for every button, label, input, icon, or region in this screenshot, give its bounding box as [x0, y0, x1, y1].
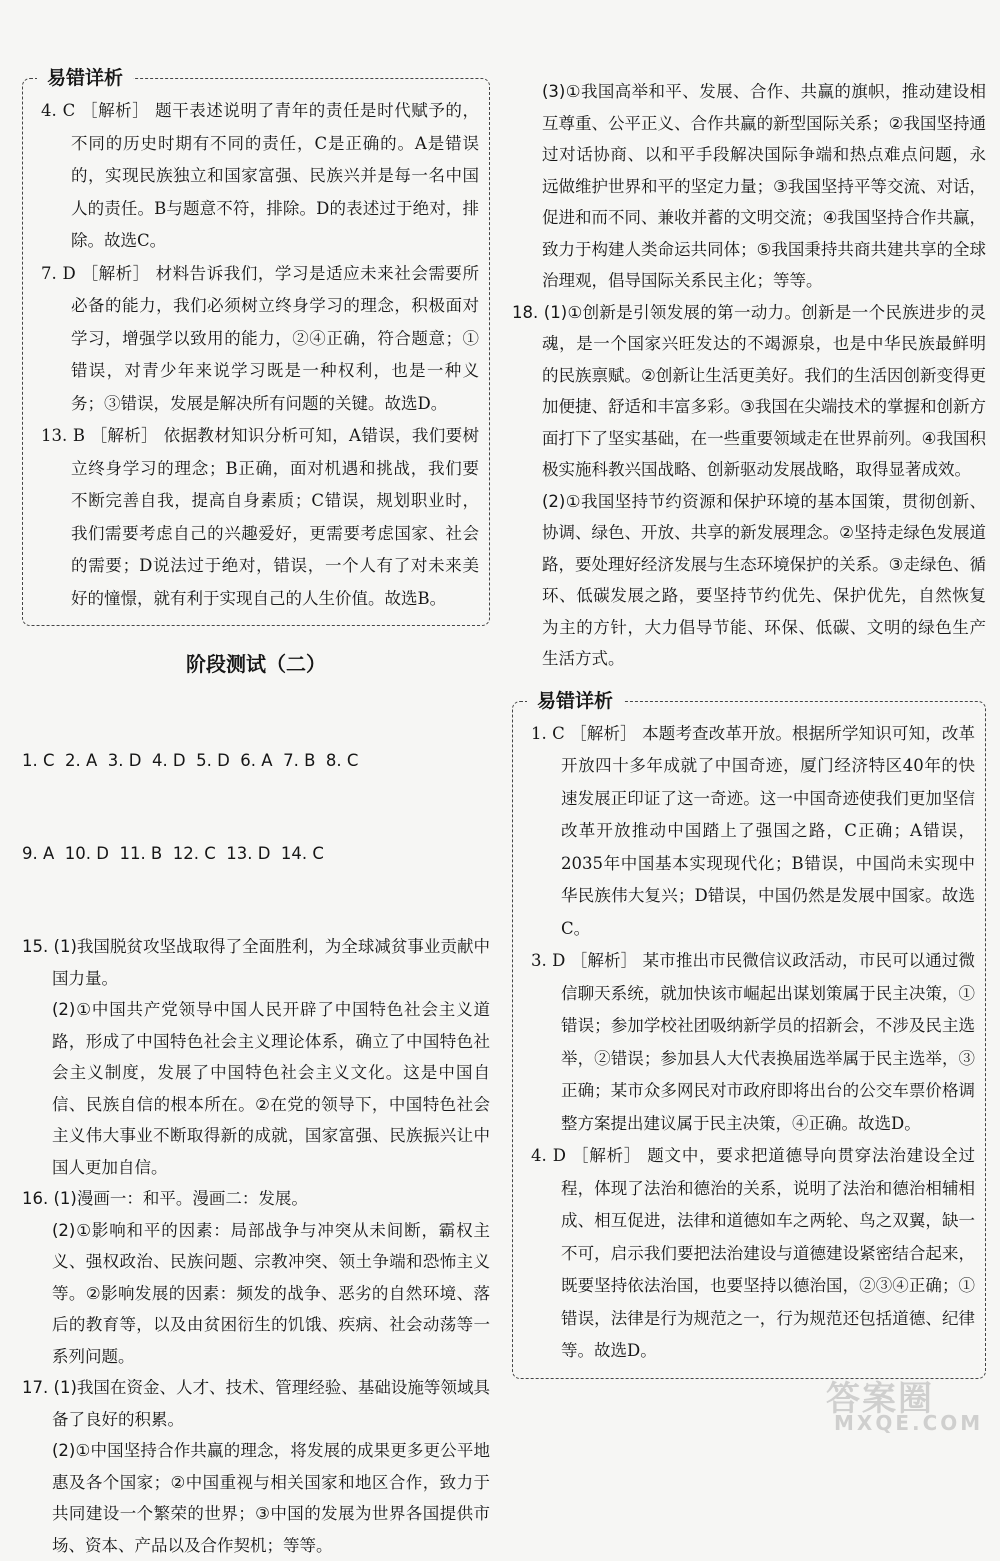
analysis-item-4b: 4. D ［解析］ 题文中，要求把道德导向贯穿法治建设全过程，体现了法治和德治的关系，说明了法治和德治相辅相成、相互促进，法律和道德如车之两轮、鸟之双翼，缺一不可，启示我们要把法治建设与道德建设紧密结合起来，既要坚持依法治国，也要坚持以德治国，②③④正确；①错误，法律是行为规范之一，行为规范还包括道德、纪律等。故选D。: [531, 1146, 975, 1360]
q15-part1: 15. (1)我国脱贫攻坚战取得了全面胜利，为全球减贫事业贡献中国力量。: [22, 937, 490, 988]
analysis-item-1: 1. C ［解析］ 本题考查改革开放。根据所学知识可知，改革开放四十多年成就了中国奇迹，厦门经济特区40年的快速发展正印证了这一奇迹。这一中国奇迹使我们更加坚信改革开放推动中国踏上了强国之路，C正确；A错误，2035年中国基本实现现代化；B错误，中国尚未实现中华民族伟大复兴；D错误，中国仍然是发展中国家。故选C。: [531, 723, 975, 938]
analysis-item-13: 13. B ［解析］ 依据教材知识分析可知，A错误，我们要树立终身学习的理念；B正确，面对机遇和挑战，我们要不断完善自我，提高自身素质；C错误，规划职业时，我们需要考虑自己的兴趣爱好，更需要考虑国家、社会的需要；D说法过于绝对，错误，一个人有了对未来美好的憧憬，就有利于实现自己的人生价值。故选B。: [41, 426, 479, 608]
section-title: 阶段测试（二）: [186, 652, 326, 676]
analysis-item-3: 3. D ［解析］ 某市推出市民微信议政活动，市民可以通过微信聊天系统，就加快该市崛起出谋划策属于民主决策，①错误；参加学校社团吸纳新学员的招新会，不涉及民主选举，②错误；参加县人大代表换届选举属于民主选举，③正确；某市众多网民对市政府即将出台的公交车票价格调整方案提出建议属于民主决策，④正确。故选D。: [531, 951, 975, 1133]
analysis-item-7: 7. D ［解析］ 材料告诉我们，学习是适应未来社会需要所必备的能力，我们必须树立终身学习的理念，积极面对学习，增强学以致用的能力，②④正确，符合题意；①错误，对青少年来说学习既是一种权利，也是一种义务；③错误，发展是解决所有问题的关键。故选D。: [41, 263, 479, 413]
q17-part2: (2)①中国坚持合作共赢的理念，将发展的成果更多更公平地惠及各个国家；②中国重视与相关国家和地区合作，致力于共同建设一个繁荣的世界；③中国的发展为世界各国提供市场、资本、产品以及合作契机；等等。: [52, 1441, 490, 1555]
box-content-left: [41, 95, 479, 615]
watermark-logo: [826, 1371, 986, 1441]
open-answers-left: [22, 931, 490, 1561]
watermark-main: 答案圈: [826, 1379, 934, 1419]
answer-key-line-1: 1. C 2. A 3. D 4. D 5. D 6. A 7. B 8. C: [22, 751, 359, 770]
watermark-sub: MXQE.COM: [834, 1411, 984, 1435]
q16-part1: 16. (1)漫画一：和平。漫画二：发展。: [22, 1189, 308, 1208]
q16-part2: (2)①影响和平的因素：局部战争与冲突从未间断，霸权主义、强权政治、民族问题、宗教冲突、领土争端和恐怖主义等。②影响发展的因素：频发的战争、恶劣的自然环境、落后的教育等，以及由贫困衍生的饥饿、疾病、社会动荡等一系列问题。: [52, 1220, 490, 1366]
error-analysis-box-right: [512, 689, 986, 1379]
q18-part2: (2)①我国坚持节约资源和保护环境的基本国策，贯彻创新、协调、绿色、开放、共享的新发展理念。②坚持走绿色发展道路，要处理好经济发展与生态环境保护的关系。③走绿色、循环、低碳发展之路，要坚持节约优先、保护优先，自然恢复为主的方针，大力倡导节能、环保、低碳、文明的绿色生产生活方式。: [542, 491, 986, 668]
error-analysis-box-left: [22, 67, 490, 626]
left-column: [22, 67, 490, 1561]
q15-part2: (2)①中国共产党领导中国人民开辟了中国特色社会主义道路，形成了中国特色社会主义理论体系，确立了中国特色社会主义制度，发展了中国特色社会主义文化。这是中国自信、民族自信的根本所在。②在党的领导下，中国特色社会主义伟大事业不断取得新的成就，国家富强、民族振兴让中国人更加自信。: [52, 1000, 490, 1177]
q18-part1: 18. (1)①创新是引领发展的第一动力。创新是一个民族进步的灵魂，是一个国家兴旺发达的不竭源泉，也是中华民族最鲜明的民族禀赋。②创新让生活更美好。我们的生活因创新变得更加便捷、舒适和丰富多彩。③我国在尖端技术的掌握和创新方面打下了坚实基础，在一些重要领域走在世界前列。④我国积极实施科教兴国战略、创新驱动发展战略，取得显著成效。: [512, 302, 986, 479]
analysis-item-4: 4. C ［解析］ 题干表述说明了青年的责任是时代赋予的，不同的历史时期有不同的责任，C是正确的。A是错误的，实现民族独立和国家富强、民族兴并是每一名中国人的责任。B与题意不符，排除。D的表述过于绝对，排除。故选C。: [41, 101, 479, 250]
open-answers-right: [512, 76, 986, 675]
box-title-left: 易错详析: [37, 67, 133, 89]
box-title-right: 易错详析: [527, 690, 623, 712]
q17-part3: (3)①我国高举和平、发展、合作、共赢的旗帜，推动建设相互尊重、公平正义、合作共赢的新型国际关系；②我国坚持通过对话协商、以和平手段解决国际争端和热点难点问题，永远做维护世界和平的坚定力量；③我国坚持平等交流、对话，促进和而不同、兼收并蓄的文明交流；④我国坚持合作共赢，致力于构建人类命运共同体；⑤我国秉持共商共建共享的全球治理观，倡导国际关系民主化；等等。: [542, 82, 986, 290]
answer-key-line-2: 9. A 10. D 11. B 12. C 13. D 14. C: [22, 844, 324, 863]
box-content-right: [531, 718, 975, 1368]
answer-key: [22, 683, 490, 931]
right-column: [512, 76, 986, 1379]
q17-part1: 17. (1)我国在资金、人才、技术、管理经验、基础设施等领域具备了良好的积累。: [22, 1378, 490, 1429]
